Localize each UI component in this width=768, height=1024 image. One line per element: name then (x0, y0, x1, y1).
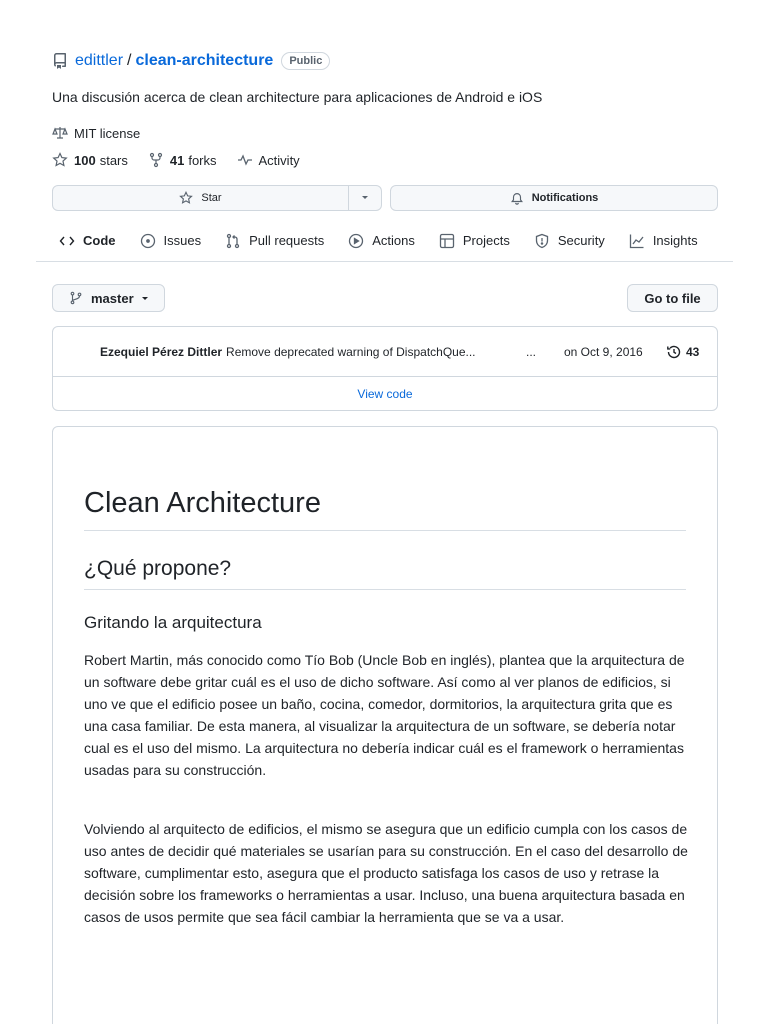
forks-link[interactable] (148, 152, 217, 168)
tab-label: Insights (652, 233, 698, 248)
activity-label: Activity (258, 152, 300, 168)
pulse-icon (237, 152, 253, 168)
star-button-group (52, 185, 382, 211)
tab-label: Issues (163, 233, 202, 248)
commit-message-link[interactable]: Remove deprecated warning of DispatchQue... (226, 344, 476, 359)
tab-label: Actions (372, 233, 415, 248)
commit-history-link[interactable] (666, 344, 699, 360)
star-button[interactable] (52, 185, 349, 211)
commit-expand-button[interactable]: ... (526, 344, 537, 359)
tab-projects[interactable] (439, 220, 510, 262)
history-icon (666, 344, 682, 360)
branch-select-button[interactable] (52, 284, 165, 312)
repo-description: Una discusión acerca de clean architecture para aplicaciones de Android e iOS (52, 89, 543, 105)
chevron-down-icon (140, 293, 150, 303)
tab-insights[interactable] (629, 220, 698, 262)
notifications-button[interactable] (390, 185, 718, 211)
stars-label: stars (99, 152, 128, 168)
play-icon (348, 233, 364, 249)
star-icon (52, 152, 68, 168)
repo-stats (52, 152, 320, 168)
go-to-file-button[interactable]: Go to file (627, 284, 718, 312)
tab-label: Security (557, 233, 605, 248)
tab-label: Projects (462, 233, 510, 248)
readme-paragraph: Volviendo al arquitecto de edificios, el mismo se asegura que un edificio cumpla con los casos de uso antes de decidir qué materiales se usarían para su construcción. En el caso del desarrollo de software, cumplimentar esto, asegura que el producto satisfaga los casos de uso y retrase la decisión sobre los frameworks o herramientas a usar. Incluso, una buena arquitectura basada en casos de usos permite que sea fácil cambiar la herramienta que se va a usar. (84, 821, 688, 925)
tab-code[interactable] (59, 220, 116, 262)
table-icon (439, 233, 455, 249)
notifications-label: Notifications (531, 192, 599, 204)
repo-name-link[interactable]: clean-architecture (135, 52, 274, 69)
tab-label: Pull requests (249, 233, 325, 248)
star-dropdown-button[interactable] (349, 185, 382, 211)
graph-icon (629, 233, 645, 249)
tab-label: Code (83, 233, 116, 248)
star-label: Star (201, 192, 222, 204)
repo-owner-link[interactable]: edittler (75, 52, 124, 69)
repo-nav-tabs (36, 220, 733, 262)
tab-pull-requests[interactable] (225, 220, 324, 262)
shield-icon (534, 233, 550, 249)
forks-count: 41 (169, 152, 185, 168)
tab-actions[interactable] (348, 220, 415, 262)
readme-heading-3: Gritando la arquitectura (84, 613, 262, 632)
readme-panel (52, 426, 718, 1024)
readme-title: Clean Architecture (84, 487, 686, 531)
repo-header (52, 50, 330, 72)
repo-separator: / (127, 52, 132, 69)
commit-author-link[interactable]: Ezequiel Pérez Dittler (100, 344, 223, 359)
license-link[interactable] (52, 125, 140, 141)
commit-date: on Oct 9, 2016 (564, 344, 643, 359)
issue-icon (140, 233, 156, 249)
latest-commit-box (52, 326, 718, 411)
law-icon (52, 125, 68, 141)
stars-count: 100 (74, 152, 96, 168)
forks-label: forks (188, 152, 217, 168)
chevron-down-icon (360, 192, 370, 205)
tab-issues[interactable] (140, 220, 202, 262)
visibility-badge: Public (281, 52, 330, 70)
readme-paragraph: Robert Martin, más conocido como Tío Bob (Uncle Bob en inglés), plantea que la arquitectura de un software debe gritar cuál es el uso de dicho software. Así como al ver planos de edificios, si uno ve que el edificio posee un baño, cocina, comedor, dormitorios, la arquitectura grita que es una casa familiar. De esta manera, al visualizar la arquitectura de un software, se debería notar cual es el uso del mismo. La arquitectura no debería indicar cuál es el framework o herramientas usadas para su construcción. (84, 652, 685, 778)
pull-request-icon (225, 233, 241, 249)
stars-link[interactable] (52, 152, 128, 168)
tab-security[interactable] (534, 220, 605, 262)
branch-icon (69, 291, 83, 305)
bell-icon (510, 191, 524, 205)
star-icon (179, 191, 193, 205)
commit-count: 43 (686, 344, 700, 359)
readme-heading-2: ¿Qué propone? (84, 557, 686, 590)
repo-icon (52, 53, 68, 69)
activity-link[interactable] (237, 152, 300, 168)
license-label: MIT license (74, 125, 141, 141)
repo-action-buttons (52, 185, 718, 211)
latest-commit-row (53, 327, 717, 377)
license-row (52, 125, 160, 141)
view-code-link[interactable]: View code (357, 387, 413, 401)
code-icon (59, 233, 75, 249)
branch-name: master (91, 290, 134, 306)
fork-icon (148, 152, 164, 168)
